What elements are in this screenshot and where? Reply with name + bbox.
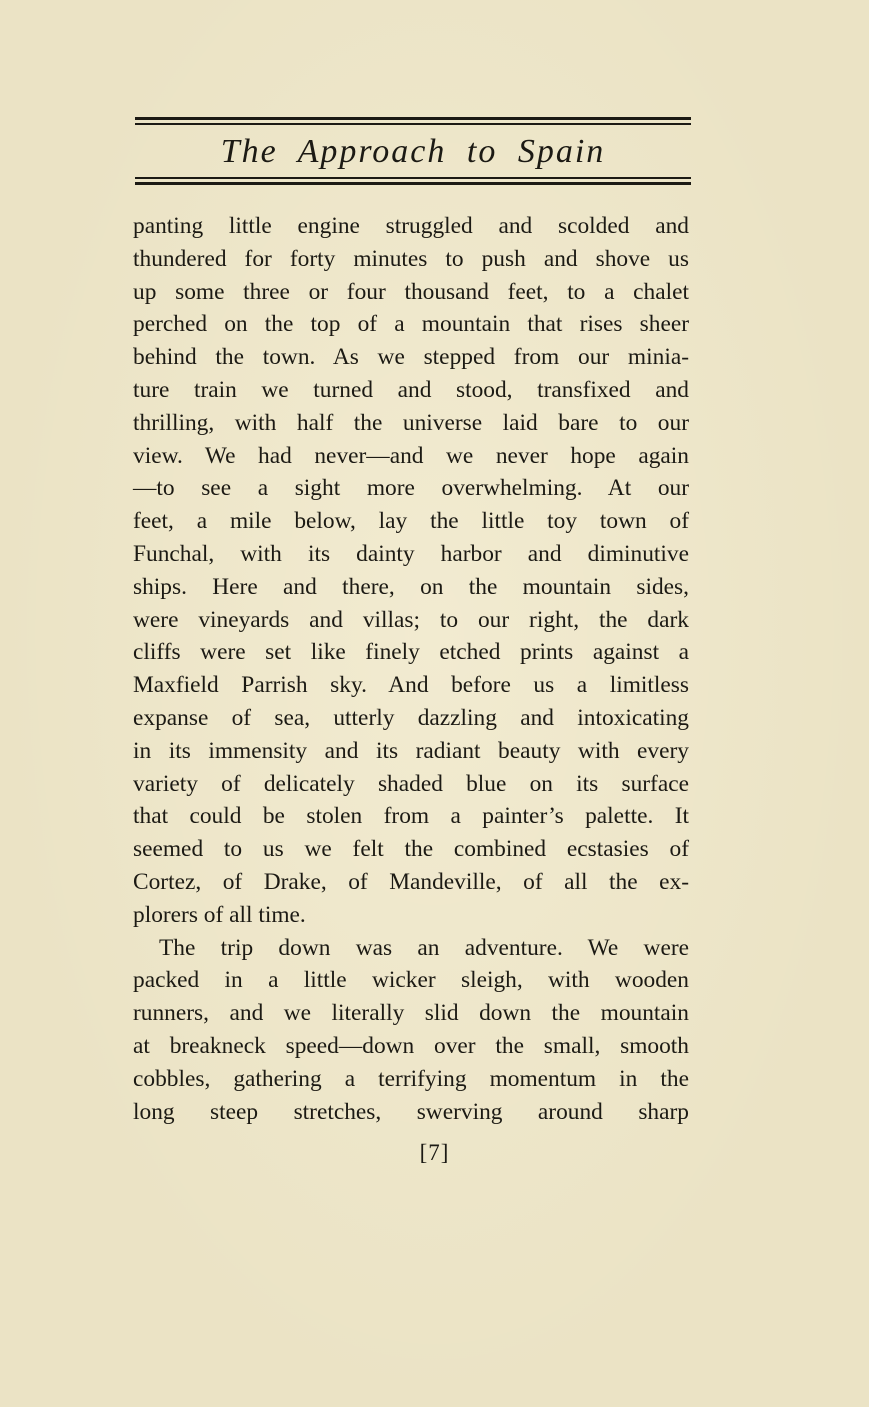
text-line: perched on the top of a mountain that rises sheer — [133, 311, 689, 338]
text-line: Maxfield Parrish sky. And before us a limitless — [133, 672, 689, 699]
text-line: Cortez, of Drake, of Mandeville, of all the ex- — [133, 868, 689, 895]
text-line: ture train we turned and stood, transfixed and — [133, 376, 689, 403]
running-title: The Approach to Spain — [220, 133, 606, 170]
text-line-paragraph-end: plorers of all time. — [133, 901, 306, 928]
text-line: long steep stretches, swerving around sharp — [133, 1098, 689, 1125]
text-line: ships. Here and there, on the mountain sides, — [133, 573, 689, 600]
text-line: thundered for forty minutes to push and shove us — [133, 245, 689, 272]
rule-thick — [135, 117, 691, 120]
text-line: were vineyards and villas; to our right, the dark — [133, 606, 689, 633]
page-number: [7] — [419, 1140, 450, 1165]
text-line: seemed to us we felt the combined ecstasies of — [133, 836, 689, 863]
rule-thick — [135, 182, 691, 185]
text-line: Funchal, with its dainty harbor and diminutive — [133, 540, 689, 567]
text-line-paragraph-start: The trip down was an adventure. We were — [159, 934, 689, 961]
text-line: cobbles, gathering a terrifying momentum in the — [133, 1065, 689, 1092]
text-line: cliffs were set like finely etched prints against a — [133, 639, 689, 666]
text-line: view. We had never—and we never hope again — [133, 442, 689, 469]
text-line: behind the town. As we stepped from our minia- — [133, 344, 689, 371]
text-line: that could be stolen from a painter’s palette. It — [133, 803, 689, 830]
text-line: runners, and we literally slid down the mountain — [133, 1000, 689, 1027]
text-line: feet, a mile below, lay the little toy town of — [133, 508, 689, 535]
text-line: packed in a little wicker sleigh, with wooden — [133, 967, 689, 994]
rule-thin — [135, 123, 691, 125]
text-line: in its immensity and its radiant beauty with every — [133, 737, 689, 764]
rule-thin — [135, 177, 691, 179]
text-line: thrilling, with half the universe laid bare to our — [133, 409, 689, 436]
header-rule-bottom — [135, 177, 691, 185]
text-line: panting little engine struggled and scolded and — [133, 213, 689, 239]
text-line: variety of delicately shaded blue on its surface — [133, 770, 689, 797]
header-rule-top — [135, 117, 691, 125]
text-line: —to see a sight more overwhelming. At our — [133, 475, 689, 502]
text-line: up some three or four thousand feet, to a chalet — [133, 278, 689, 305]
text-line: at breakneck speed—down over the small, smooth — [133, 1032, 689, 1059]
body-text — [133, 210, 689, 1128]
text-line: expanse of sea, utterly dazzling and intoxicating — [133, 704, 689, 731]
